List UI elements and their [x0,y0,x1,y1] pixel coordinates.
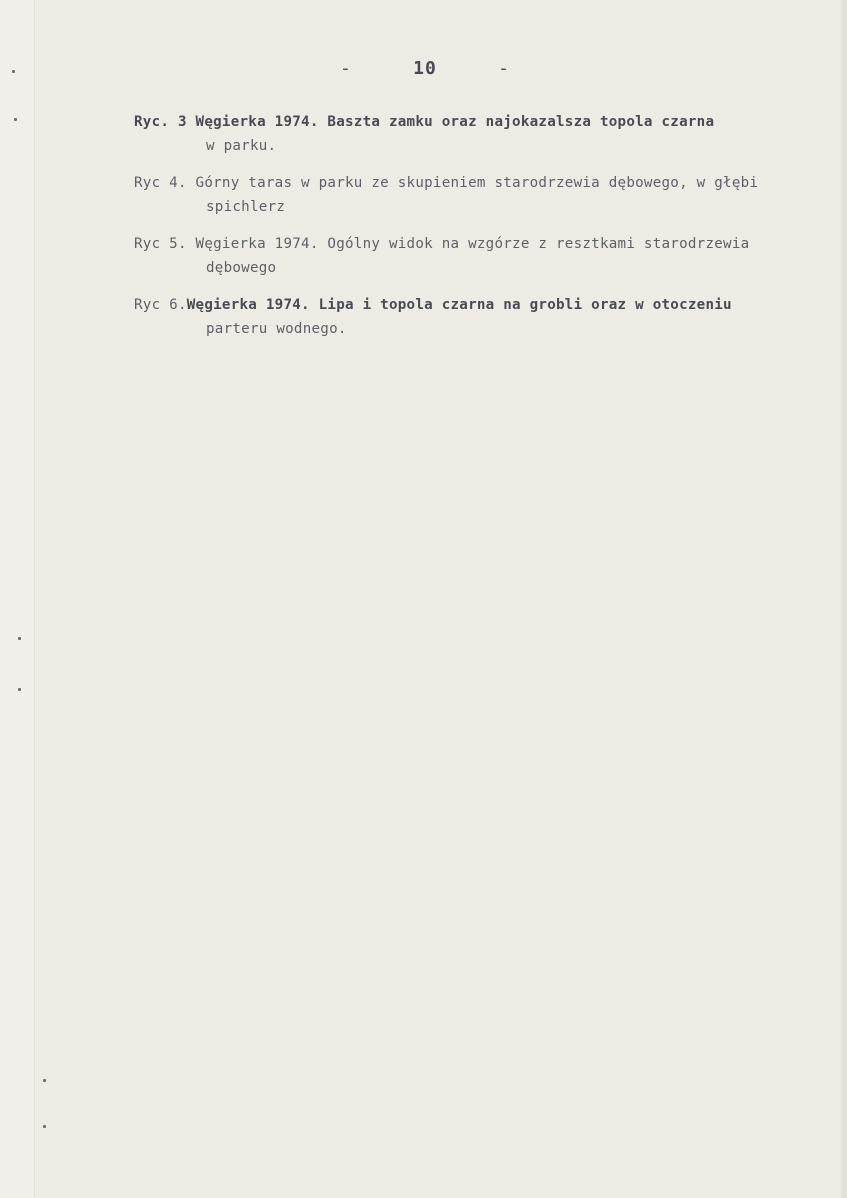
caption-ryc-3 [134,110,847,158]
caption-line [134,171,847,195]
margin-mark [43,1079,46,1082]
margin-mark [18,688,21,691]
caption-label: Ryc 5. [134,236,187,252]
caption-continuation: w parku. [206,138,277,154]
caption-line [134,293,847,317]
page-number-dash-right: - [498,58,510,79]
caption-text: Górny taras w parku ze skupieniem starodrzewia dębowego, w głębi [186,175,759,191]
caption-text: Węgierka 1974. Lipa i topola czarna na grobli oraz w otoczeniu [186,297,732,313]
caption-continuation: dębowego [206,260,277,276]
caption-line [134,110,847,134]
left-page-margin [0,0,35,1198]
caption-label: Ryc 6. [134,297,187,313]
page-number-value: 10 [413,58,437,79]
caption-text: Węgierka 1974. Baszta zamku oraz najokazalsza topola czarna [186,114,715,130]
caption-ryc-4 [134,171,847,219]
margin-mark [14,118,17,121]
caption-text: Węgierka 1974. Ogólny widok na wzgórze z resztkami starodrzewia [186,236,750,252]
caption-line [134,232,847,256]
caption-label: Ryc. 3 [134,114,187,130]
figure-captions-list [134,110,847,354]
margin-mark [12,70,15,73]
caption-continuation: parteru wodnego. [206,321,347,337]
margin-mark [18,637,21,640]
caption-ryc-6 [134,293,847,341]
caption-label: Ryc 4. [134,175,187,191]
caption-continuation: spichlerz [206,199,286,215]
caption-ryc-5 [134,232,847,280]
page-number [340,58,510,79]
page-number-dash-left: - [340,58,352,79]
margin-mark [43,1125,46,1128]
